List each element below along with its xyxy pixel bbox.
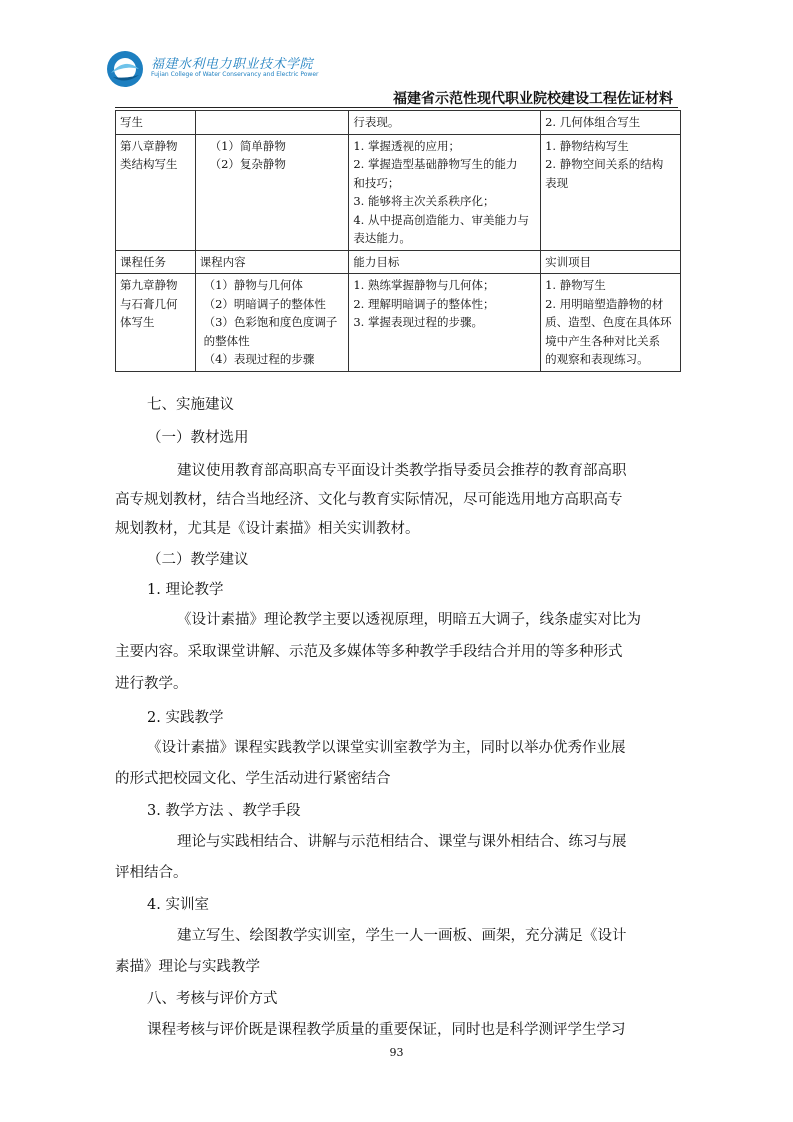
table-cell-content: （1）静物与几何体 （2）明暗调子的整体性 （3）色彩饱和度色度调子 的整体性 （4）表现过程的步骤: [195, 274, 349, 372]
table-header-cell: 课程任务: [116, 250, 196, 274]
paragraph-line: 评相结合。: [115, 865, 188, 881]
subsection-heading: （一）教材选用: [147, 430, 249, 446]
item-heading: 1. 理论教学: [147, 582, 224, 598]
table-cell-project: 1. 静物结构写生 2. 静物空间关系的结构 表现: [541, 134, 681, 250]
table-header-row: [116, 250, 681, 274]
header-divider: [115, 107, 678, 108]
paragraph-line: 理论与实践相结合、讲解与示范相结合、课堂与课外相结合、练习与展: [177, 834, 627, 850]
document-header-title: 福建省示范性现代职业院校建设工程佐证材料: [393, 91, 673, 107]
section-heading: 八、考核与评价方式: [147, 991, 278, 1007]
paragraph-line: 建立写生、绘图教学实训室，学生一人一画板、画架，充分满足《设计: [177, 928, 627, 944]
table-cell: 行表现。: [349, 111, 541, 135]
college-logo: [103, 47, 319, 97]
table-cell: [195, 111, 349, 135]
item-heading: 4. 实训室: [147, 897, 209, 913]
course-task-table: [115, 110, 681, 372]
table-row: [116, 134, 681, 250]
paragraph-line: 进行教学。: [115, 676, 188, 692]
table-row: [116, 274, 681, 372]
table-cell: 2. 几何体组合写生: [541, 111, 681, 135]
item-heading: 3. 教学方法 、教学手段: [147, 803, 301, 819]
table-cell-ability: 1. 掌握透视的应用； 2. 掌握造型基础静物写生的能力 和技巧； 3. 能够将主次关系秩序化； 4. 从中提高创造能力、审美能力与 表达能力。: [349, 134, 541, 250]
logo-text: 福建水利电力职业技术学院: [151, 57, 314, 72]
table-header-cell: 能力目标: [349, 250, 541, 274]
item-heading: 2. 实践教学: [147, 710, 224, 726]
table-cell-task: 第九章静物 与石膏几何 体写生: [116, 274, 196, 372]
table-cell-project: 1. 静物写生 2. 用明暗塑造静物的材 质、造型、色度在具体环 境中产生各种对比关系 的观察和表现练习。: [541, 274, 681, 372]
subsection-heading: （二）教学建议: [147, 552, 249, 568]
table-cell-ability: 1. 熟练掌握静物与几何体； 2. 理解明暗调子的整体性； 3. 掌握表现过程的步骤。: [349, 274, 541, 372]
paragraph-line: 规划教材，尤其是《设计素描》相关实训教材。: [115, 521, 420, 537]
section-heading: 七、实施建议: [147, 397, 234, 413]
paragraph-line: 课程考核与评价既是课程教学质量的重要保证，同时也是科学测评学生学习: [147, 1022, 626, 1038]
paragraph-line: 高专规划教材，结合当地经济、文化与教育实际情况，尽可能选用地方高职高专: [115, 492, 623, 508]
table-header-cell: 课程内容: [195, 250, 349, 274]
paragraph-line: 主要内容。采取课堂讲解、示范及多媒体等多种教学手段结合并用的等多种形式: [115, 644, 623, 660]
paragraph-line: 建议使用教育部高职高专平面设计类教学指导委员会推荐的教育部高职: [177, 463, 627, 479]
paragraph-line: 素描》理论与实践教学: [115, 959, 260, 975]
table-cell-task: 第八章静物 类结构写生: [116, 134, 196, 250]
table-cell: 写生: [116, 111, 196, 135]
logo-subtitle: Fujian College of Water Conservancy and Electric Power: [151, 71, 319, 78]
college-emblem-icon: [103, 47, 147, 91]
page-number: 93: [389, 1046, 404, 1059]
table-header-cell: 实训项目: [541, 250, 681, 274]
paragraph-line: 《设计素描》课程实践教学以课堂实训室教学为主，同时以举办优秀作业展: [147, 740, 626, 756]
table-cell-content: （1）简单静物 （2）复杂静物: [195, 134, 349, 250]
paragraph-line: 的形式把校园文化、学生活动进行紧密结合: [115, 771, 391, 787]
paragraph-line: 《设计素描》理论教学主要以透视原理，明暗五大调子，线条虚实对比为: [177, 612, 641, 628]
table-row: [116, 111, 681, 135]
